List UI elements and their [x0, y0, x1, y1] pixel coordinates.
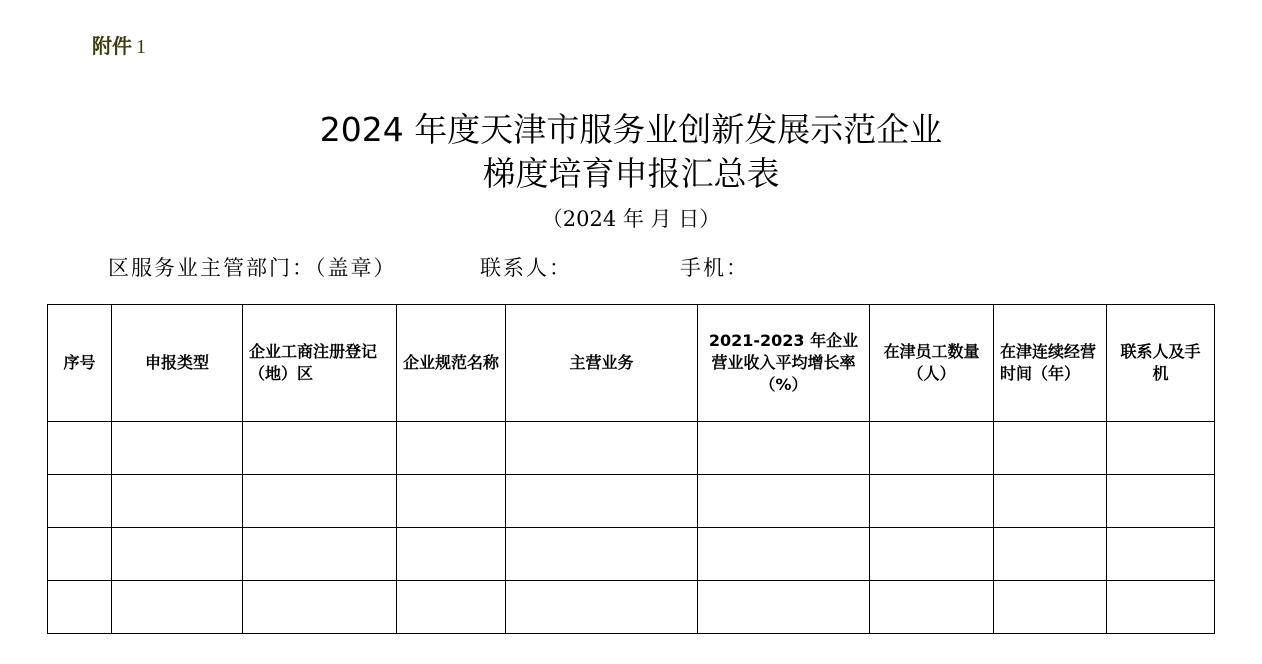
table-cell[interactable]	[397, 475, 506, 528]
table-cell[interactable]	[506, 422, 698, 475]
table-cell[interactable]	[870, 581, 994, 634]
header-serial-number: 序号	[48, 305, 112, 422]
table-cell[interactable]	[870, 422, 994, 475]
table-cell[interactable]	[112, 581, 243, 634]
header-revenue-growth-rate: 2021-2023 年企业营业收入平均增长率（%）	[698, 305, 870, 422]
department-stamp-label: 区服务业主管部门：（盖章）	[108, 256, 397, 280]
table-cell[interactable]	[243, 422, 397, 475]
header-registration-district: 企业工商注册登记（地）区	[243, 305, 397, 422]
document-title-line-1: 2024 年度天津市服务业创新发展示范企业	[319, 110, 943, 149]
table-cell[interactable]	[506, 475, 698, 528]
table-cell[interactable]	[397, 528, 506, 581]
document-title-line-2: 梯度培育申报汇总表	[482, 154, 780, 193]
table-cell[interactable]	[48, 528, 112, 581]
table-cell[interactable]	[994, 422, 1107, 475]
header-contact-and-phone: 联系人及手机	[1107, 305, 1215, 422]
table-cell[interactable]	[1107, 475, 1215, 528]
table-cell[interactable]	[1107, 581, 1215, 634]
table-cell[interactable]	[506, 528, 698, 581]
table-header-row	[48, 305, 1215, 422]
contact-person-label: 联系人：	[480, 256, 572, 280]
table-cell[interactable]	[112, 475, 243, 528]
table-cell[interactable]	[870, 528, 994, 581]
table-cell[interactable]	[870, 475, 994, 528]
table-cell[interactable]	[1107, 422, 1215, 475]
table-cell[interactable]	[698, 581, 870, 634]
header-application-type: 申报类型	[112, 305, 243, 422]
date-line: （2024 年 月 日）	[541, 207, 721, 231]
table-cell[interactable]	[397, 581, 506, 634]
table-cell[interactable]	[1107, 528, 1215, 581]
header-company-name: 企业规范名称	[397, 305, 506, 422]
table-cell[interactable]	[112, 422, 243, 475]
attachment-text: 附件	[92, 34, 132, 58]
table-cell[interactable]	[994, 581, 1107, 634]
table-cell[interactable]	[48, 475, 112, 528]
table-cell[interactable]	[994, 528, 1107, 581]
phone-label: 手机：	[680, 256, 749, 280]
table-cell[interactable]	[397, 422, 506, 475]
table-cell[interactable]	[506, 581, 698, 634]
table-row	[48, 528, 1215, 581]
table-cell[interactable]	[243, 475, 397, 528]
table-cell[interactable]	[112, 528, 243, 581]
summary-table	[47, 304, 1215, 634]
table-cell[interactable]	[698, 528, 870, 581]
header-operation-years: 在津连续经营时间（年）	[994, 305, 1107, 422]
header-main-business: 主营业务	[506, 305, 698, 422]
table-cell[interactable]	[698, 475, 870, 528]
table-cell[interactable]	[243, 581, 397, 634]
table-cell[interactable]	[243, 528, 397, 581]
table-cell[interactable]	[48, 581, 112, 634]
table-cell[interactable]	[994, 475, 1107, 528]
table-cell[interactable]	[48, 422, 112, 475]
table-row	[48, 475, 1215, 528]
table-row	[48, 581, 1215, 634]
table-cell[interactable]	[698, 422, 870, 475]
table-row	[48, 422, 1215, 475]
attachment-number: 1	[136, 36, 146, 58]
attachment-label	[92, 30, 146, 59]
header-employee-count: 在津员工数量（人）	[870, 305, 994, 422]
